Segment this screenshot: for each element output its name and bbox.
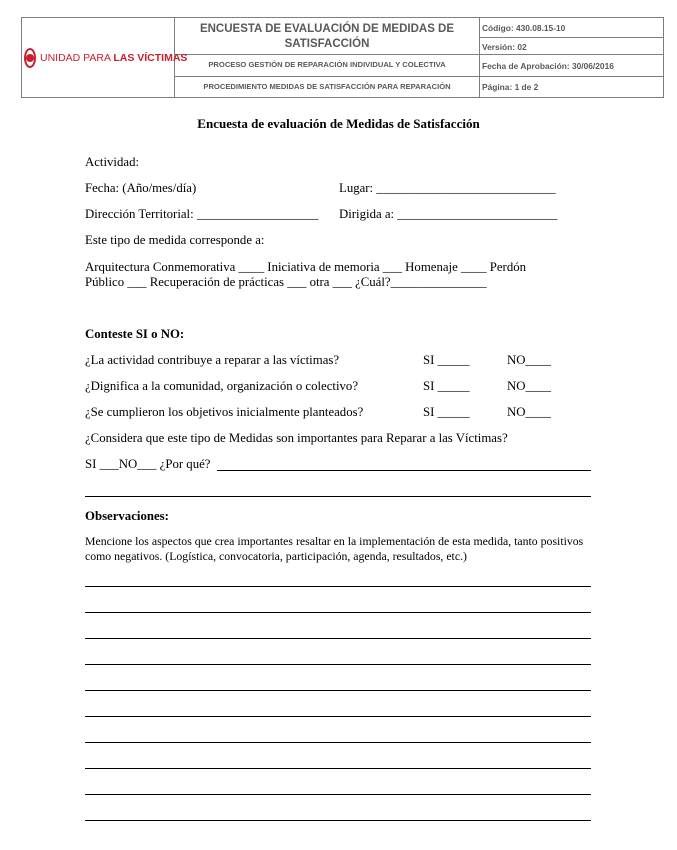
organization-logo: [24, 46, 188, 70]
header-divider: [174, 76, 663, 77]
importance-question: ¿Considera que este tipo de Medidas son importantes para Reparar a las Víctimas?: [85, 431, 508, 445]
place-field: Lugar: ____________________________: [339, 181, 556, 195]
measure-options-line: Público ___ Recuperación de prácticas ___ otra ___ ¿Cuál?_______________: [85, 275, 487, 289]
answer-line: [217, 470, 591, 471]
approval-date: Fecha de Aprobación: 30/06/2016: [482, 61, 614, 71]
measure-type-prompt: Este tipo de medida corresponde a:: [85, 233, 265, 247]
yes-answer: SI _____: [423, 353, 470, 367]
observation-line: [85, 742, 591, 743]
no-answer: NO____: [507, 405, 552, 419]
observation-line: [85, 586, 591, 587]
yes-answer: SI _____: [423, 405, 470, 419]
activity-label: Actividad:: [85, 155, 140, 169]
procedure-name: PROCEDIMIENTO MEDIDAS DE SATISFACCIÓN PARA REPARACIÓN: [203, 82, 451, 91]
observation-line: [85, 690, 591, 691]
question-text: ¿Dignifica a la comunidad, organización o colectivo?: [85, 379, 359, 393]
observation-line: [85, 612, 591, 613]
observation-line: [85, 638, 591, 639]
page-title: Encuesta de evaluación de Medidas de Satisfacción: [197, 116, 480, 131]
document-header: [21, 17, 664, 98]
header-divider: [174, 54, 663, 55]
observation-line: [85, 794, 591, 795]
directed-to-field: Dirigida a: _________________________: [339, 207, 558, 221]
observation-line: [85, 820, 591, 821]
observations-instructions: Mencione los aspectos que crea importantes resaltar en la implementación de esta medida, tanto positivos: [85, 534, 584, 548]
question-text: ¿La actividad contribuye a reparar a las víctimas?: [85, 353, 340, 367]
territorial-field: Dirección Territorial: ___________________: [85, 207, 319, 221]
page-number: Página: 1 de 2: [482, 82, 539, 92]
observation-line: [85, 768, 591, 769]
coat-of-arms-icon: [24, 48, 36, 68]
importance-answer: SI ___NO___ ¿Por qué?: [85, 457, 211, 471]
observations-heading: Observaciones:: [85, 509, 169, 523]
date-label: Fecha: (Año/mes/día): [85, 181, 197, 195]
header-divider: [479, 18, 480, 97]
process-name: PROCESO GESTIÓN DE REPARACIÓN INDIVIDUAL Y COLECTIVA: [208, 60, 446, 69]
header-divider: [479, 37, 663, 38]
no-answer: NO____: [507, 379, 552, 393]
document-version: Versión: 02: [482, 42, 527, 52]
measure-options-line: Arquitectura Conmemorativa ____ Iniciativa de memoria ___ Homenaje ____ Perdón: [85, 260, 527, 274]
observations-instructions: como negativos. (Logística, convocatoria, participación, agenda, resultados, etc.): [85, 549, 467, 563]
no-answer: NO____: [507, 353, 552, 367]
observation-line: [85, 664, 591, 665]
yes-no-heading: Conteste SI o NO:: [85, 327, 185, 341]
observation-line: [85, 716, 591, 717]
form-header-title: ENCUESTA DE EVALUACIÓN DE MEDIDAS DE SATISFACCIÓN: [199, 23, 455, 50]
question-text: ¿Se cumplieron los objetivos inicialmente planteados?: [85, 405, 364, 419]
yes-answer: SI _____: [423, 379, 470, 393]
document-code: Código: 430.08.15-10: [482, 23, 566, 33]
answer-line: [85, 496, 591, 497]
organization-name: UNIDAD PARA LAS VÍCTIMAS: [40, 52, 188, 64]
